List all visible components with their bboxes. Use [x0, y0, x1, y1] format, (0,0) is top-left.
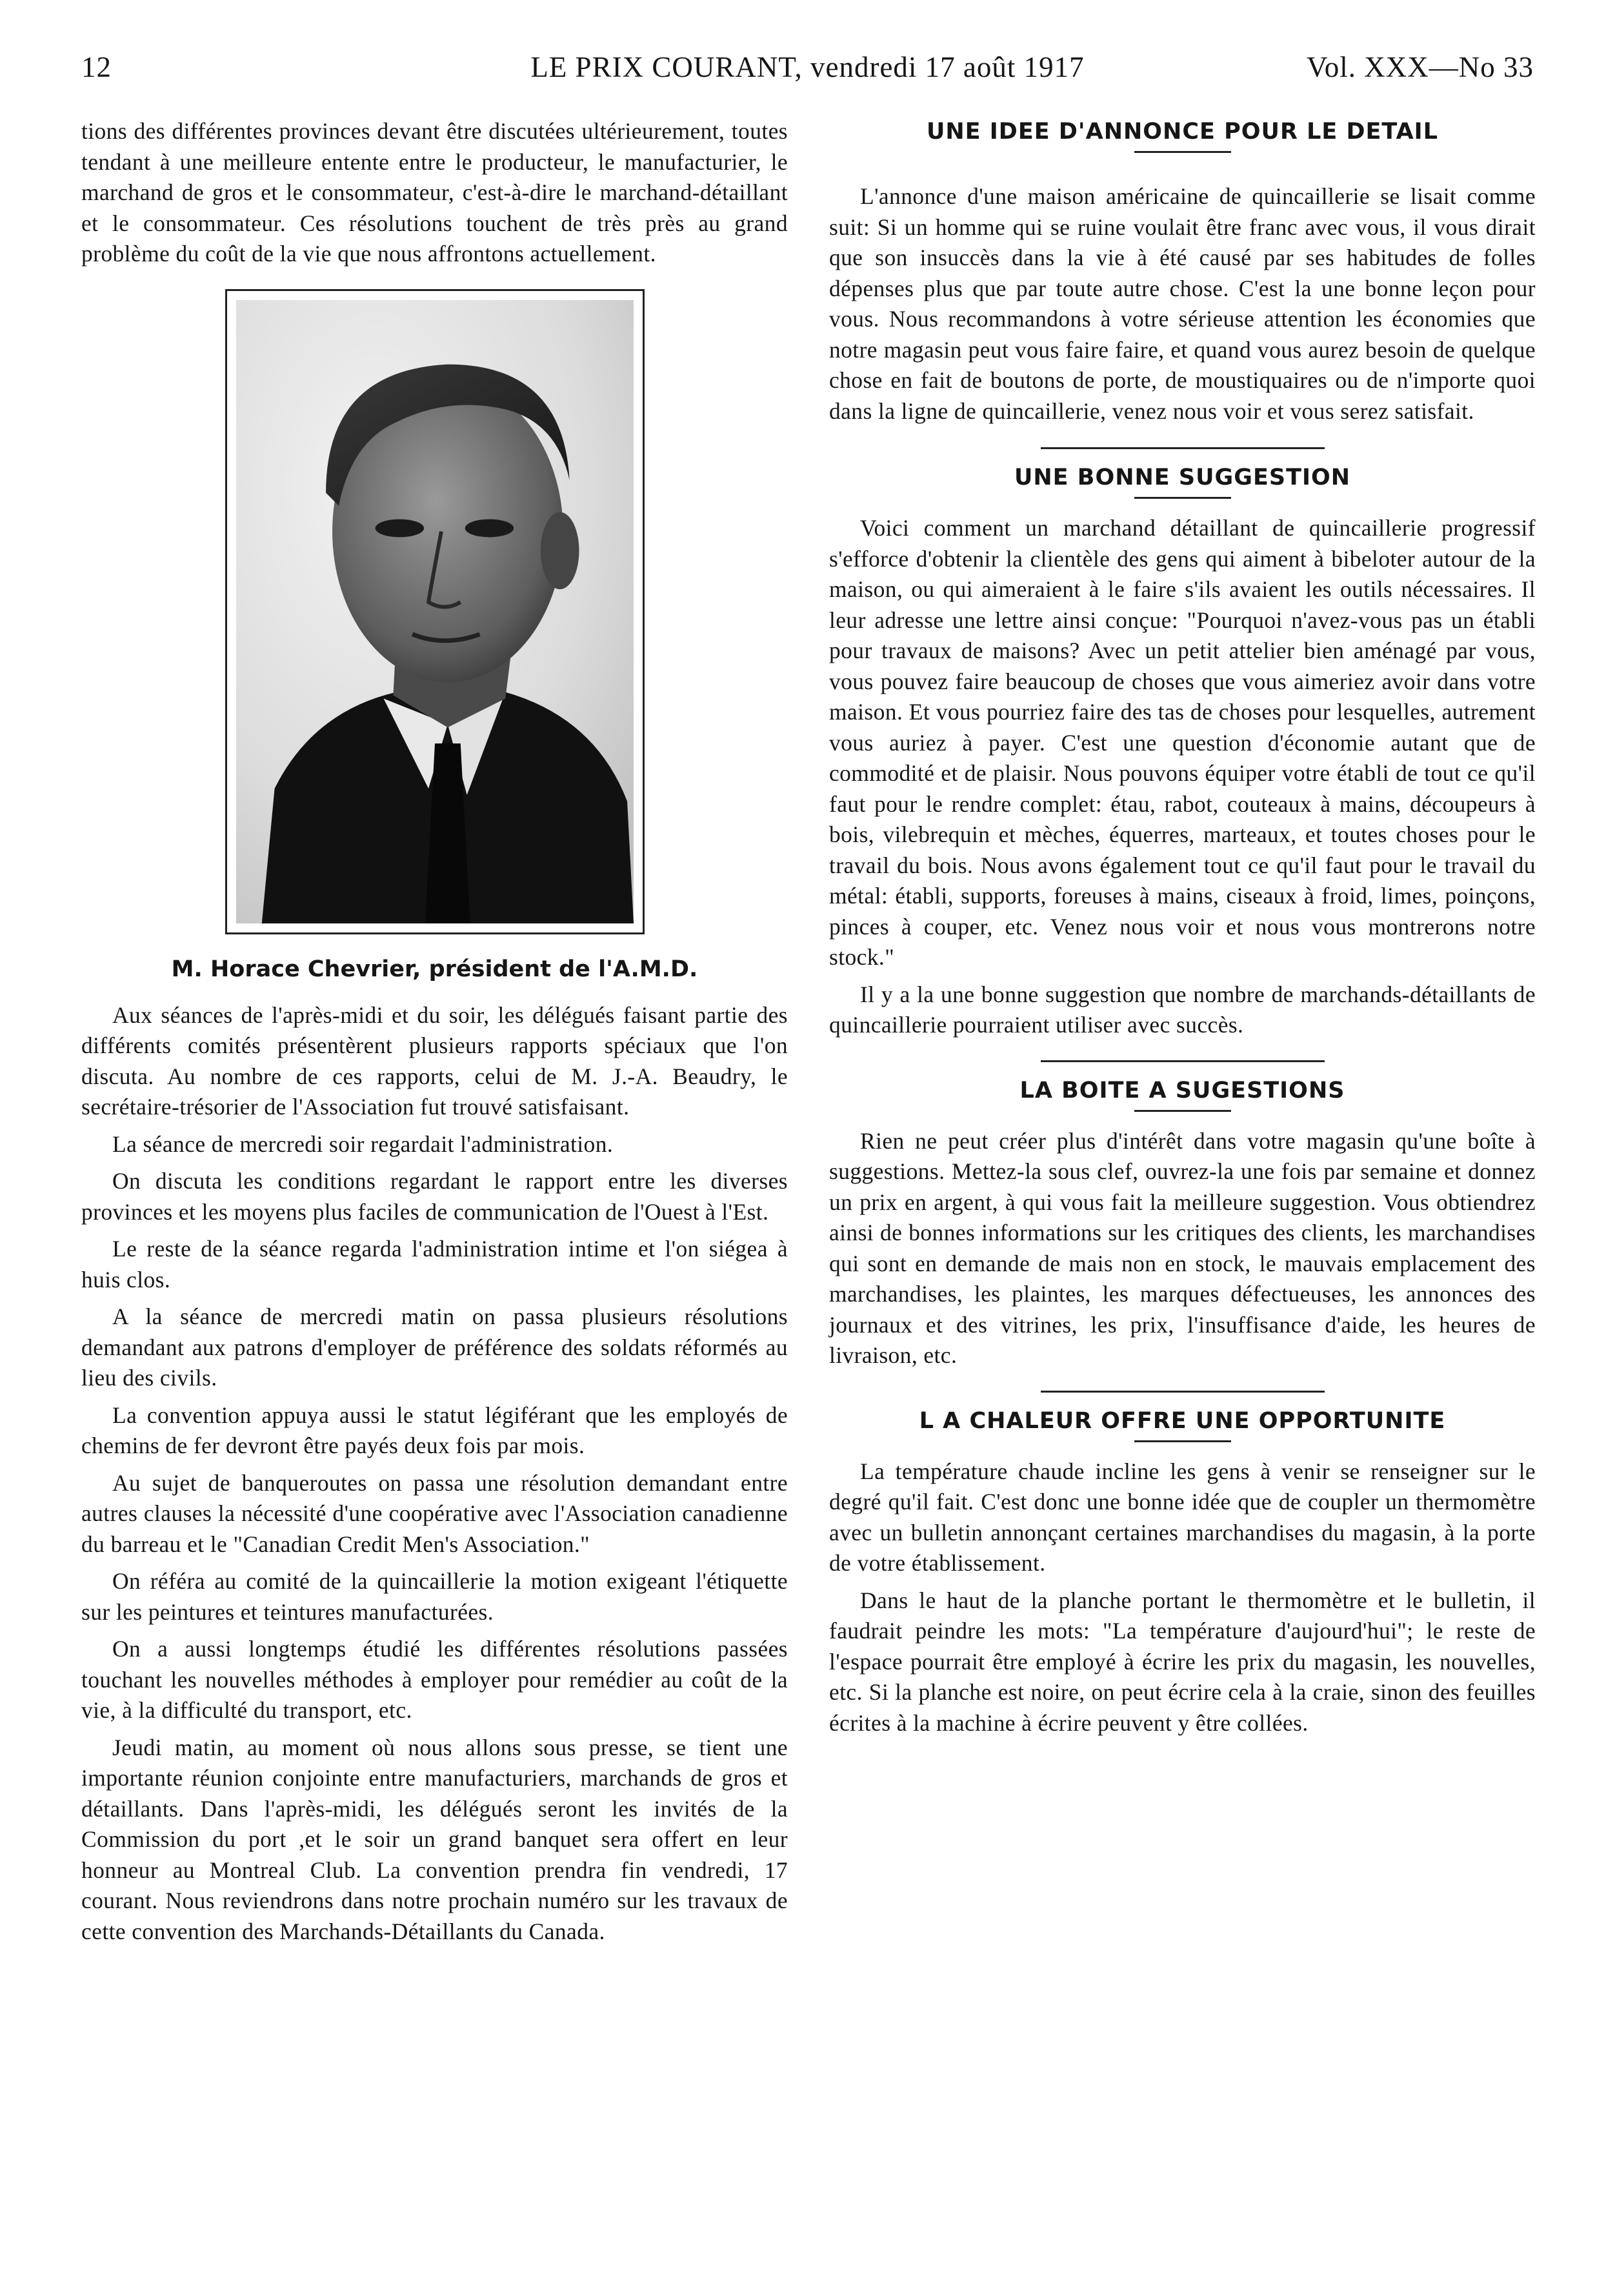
section-title: UNE BONNE SUGGESTION	[1014, 465, 1351, 490]
page-number: 12	[81, 51, 112, 83]
section-divider	[1041, 1060, 1325, 1062]
title-underline	[1134, 1440, 1231, 1442]
section-divider	[1041, 447, 1325, 449]
portrait-image	[236, 300, 634, 923]
left-paragraph-6: La convention appuya aussi le statut légiférant que les employés de chemins de fer devront être payés deux fois par mois.	[81, 1402, 788, 1458]
section-paragraph: La température chaude incline les gens à venir se renseigner sur le degré qu'il fait. C'est donc une bonne idée que de coupler un thermomètre avec un bulletin annonçant certaines marchandises du magasin, à la porte de votre établissement.	[829, 1458, 1536, 1576]
page-header	[81, 50, 1534, 96]
photo-caption: M. Horace Chevrier, président de l'A.M.D.	[171, 956, 698, 982]
section-title: UNE IDEE D'ANNONCE POUR LE DETAIL	[926, 119, 1439, 145]
left-paragraph-5: A la séance de mercredi matin on passa plusieurs résolutions demandant aux patrons d'employer de préférence des soldats réformés au lieu des civils.	[81, 1304, 788, 1391]
right-column	[829, 116, 1536, 2257]
section-divider	[1041, 1391, 1325, 1393]
left-paragraph-10: Jeudi matin, au moment où nous allons sous presse, se tient une importante réunion conjointe entre manufacturiers, marchands de gros et détaillants. Dans l'après-midi, les délégués seront les invités de la Commission du port ,et le soir un grand banquet sera offert en leur honneur au Montreal Club. La convention prendra fin vendredi, 17 courant. Nous reviendrons dans notre prochain numéro sur les travaux de cette convention des Marchands-Détaillants du Canada.	[81, 1734, 788, 1944]
title-underline	[1134, 1110, 1231, 1112]
section-suggestion	[829, 462, 1536, 1041]
intro-paragraph: tions des différentes provinces devant être discutées ultérieurement, toutes tendant à une meilleure entente entre le producteur, le manufacturier, le marchand de gros et le consommateur, c'est-à-dire le marchand-détaillant et le consommateur. Ces résolutions touchent de très près au grand problème du coût de la vie que nous affrontons actuellement.	[81, 118, 788, 267]
section-boite	[829, 1075, 1536, 1371]
section-paragraph: L'annonce d'une maison américaine de quincaillerie se lisait comme suit: Si un homme qui se ruine voulait être franc avec vous, il vous dirait que son insuccès dans la vie à été causé par ses habitudes de folles dépenses plus que par toute autre chose. C'est la une bonne leçon pour vous. Nous recommandons à votre sérieuse attention les économies que notre magasin peut vous faire faire, et quand vous aurez besoin de quelque chose en fait de boutons de porte, de moustiquaires ou de n'importe quoi dans la ligne de quincaillerie, venez nous voir et vous serez satisfait.	[829, 183, 1536, 424]
section-paragraph: Dans le haut de la planche portant le thermomètre et le bulletin, il faudrait peindre les mots: "La température d'aujourd'hui"; le reste de l'espace pourrait être employé à écrire les prix du magasin, les nouvelles, etc. Si la planche est noire, on peut écrire cela à la craie, sinon des feuilles écrites à la machine à écrire peuvent y être collées.	[829, 1587, 1536, 1736]
section-title: L A CHALEUR OFFRE UNE OPPORTUNITE	[919, 1407, 1446, 1434]
section-paragraph: Voici comment un marchand détaillant de quincaillerie progressif s'efforce d'obtenir la clientèle des gens qui aiment à bibeloter autour de la maison, ou qui aimeraient à le faire s'ils avaient les outils nécessaires. Il leur adresse une lettre ainsi conçue: "Pourquoi n'avez-vous pas un établi pour travaux de maisons? Avec un petit attelier bien aménagé par vous, vous pouvez faire beaucoup de choses que vous aimeriez avoir dans votre maison. Et vous pourriez faire des tas de choses pour lesquelles, autrement vous auriez à payer. C'est une question d'économie autant que de commodité et de plaisir. Nous pouvons équiper votre établi de tout ce qu'il faut pour le rendre complet: étau, rabot, couteaux à mains, découpeurs à bois, vilebrequin et mèches, équerres, marteaux, et toutes choses pour le travail du bois. Nous avons également tout ce qu'il faut pour le travail du métal: établi, supports, foreuses à mains, ciseaux à froid, limes, poinçons, pinces à couper, etc. Venez nous voir et nous vous montrerons notre stock."	[829, 515, 1536, 970]
left-paragraph-7: Au sujet de banqueroutes on passa une résolution demandant entre autres clauses la nécessité d'une coopérative avec l'Association canadienne du barreau et le "Canadian Credit Men's Association."	[81, 1469, 788, 1557]
portrait-frame	[225, 289, 645, 934]
section-annonce	[829, 116, 1536, 427]
left-paragraph-1: Aux séances de l'après-midi et du soir, les délégués faisant partie des différents comités présentèrent plusieurs rapports spéciaux que l'on discuta. Au nombre de ces rapports, celui de M. J.-A. Beaudry, le secrétaire-trésorier de l'Association fut trouvé satisfaisant.	[81, 1002, 788, 1120]
left-paragraph-3: On discuta les conditions regardant le rapport entre les diverses provinces et les moyens plus faciles de communication de l'Ouest à l'Est.	[81, 1168, 788, 1225]
title-underline	[1134, 151, 1231, 153]
left-paragraph-9: On a aussi longtemps étudié les différentes résolutions passées touchant les nouvelles méthodes à employer pour remédier au coût de la vie, à la difficulté du transport, etc.	[81, 1636, 788, 1723]
left-column	[81, 116, 788, 2257]
title-underline	[1134, 497, 1231, 499]
section-paragraph: Rien ne peut créer plus d'intérêt dans votre magasin qu'une boîte à suggestions. Mettez-la sous clef, ouvrez-la une fois par semaine et donnez un prix en argent, à qui vous fait la meilleure suggestion. Vous obtiendrez ainsi de bonnes informations sur les critiques des clients, les marchandises qui sont en demande de mais non en stock, le mauvais emplacement des marchandises, les plaintes, les marques défectueuses, les annonces des journaux et des vitrines, les prix, l'insuffisance d'aide, les heures de livraison, etc.	[829, 1127, 1536, 1368]
section-chaleur	[829, 1405, 1536, 1739]
volume-number: Vol. XXX—No 33	[1307, 51, 1534, 83]
section-title: LA BOITE A SUGESTIONS	[1019, 1077, 1345, 1103]
publication-title: LE PRIX COURANT, vendredi 17 août 1917	[530, 51, 1085, 83]
portrait-photo	[236, 300, 634, 923]
left-paragraph-4: Le reste de la séance regarda l'administration intime et l'on siégea à huis clos.	[81, 1236, 788, 1293]
left-paragraph-8: On référa au comité de la quincaillerie la motion exigeant l'étiquette sur les peintures et teintures manufacturées.	[81, 1568, 788, 1625]
left-paragraph-2: La séance de mercredi soir regardait l'administration.	[112, 1131, 614, 1157]
section-paragraph: Il y a la une bonne suggestion que nombre de marchands-détaillants de quincaillerie pourraient utiliser avec succès.	[829, 981, 1536, 1038]
